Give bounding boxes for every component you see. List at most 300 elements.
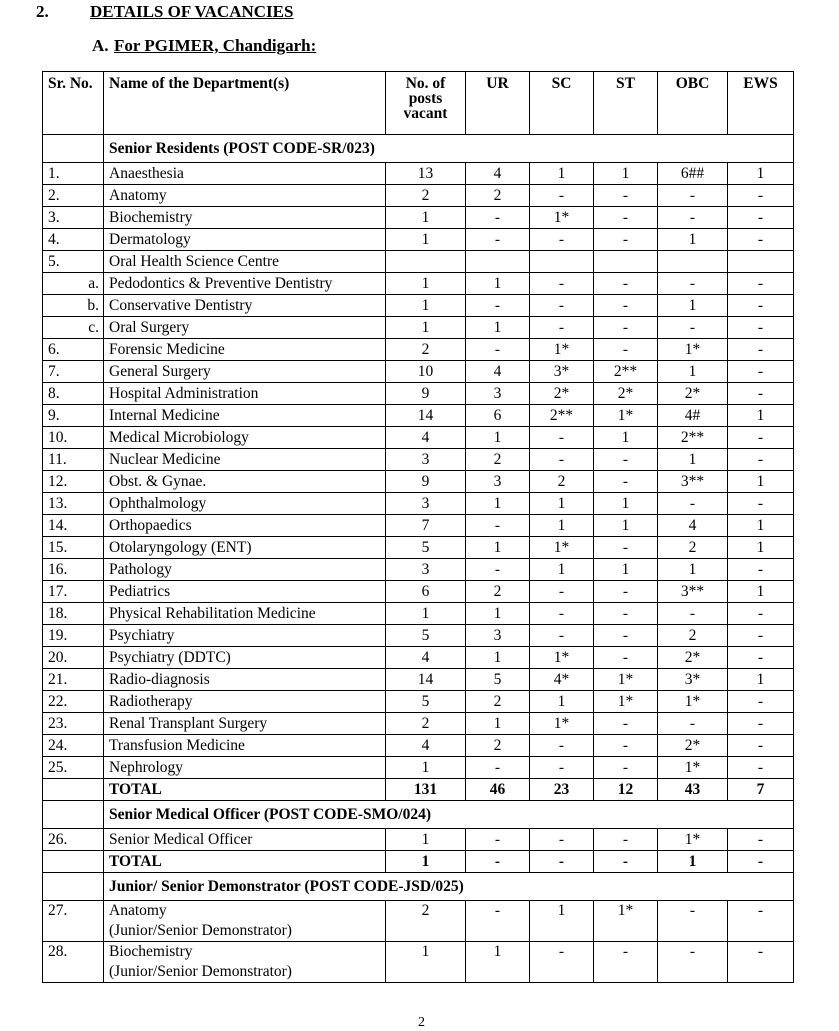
ews-cell: -: [728, 735, 794, 757]
sr-cell: 19.: [43, 625, 104, 647]
department-name: Senior Medical Officer: [109, 831, 253, 848]
st-cell: 1: [594, 559, 658, 581]
sr-cell: 20.: [43, 647, 104, 669]
sr-cell: 11.: [43, 449, 104, 471]
col-header-st: ST: [594, 72, 658, 135]
sc-cell: -: [530, 625, 594, 647]
total-obc-cell: 43: [658, 779, 728, 801]
posts-cell: 2: [386, 339, 466, 361]
table-row: [43, 669, 794, 691]
st-cell: -: [594, 713, 658, 735]
obc-cell: -: [658, 273, 728, 295]
table-row: [43, 251, 794, 273]
section-heading: [36, 2, 293, 22]
st-cell: -: [594, 317, 658, 339]
st-cell: -: [594, 449, 658, 471]
posts-cell: 3: [386, 559, 466, 581]
obc-cell: 1: [658, 559, 728, 581]
ews-cell: -: [728, 713, 794, 735]
posts-cell: 4: [386, 647, 466, 669]
total-ews-cell: -: [728, 851, 794, 873]
department-name: Obst. & Gynae.: [109, 473, 207, 490]
obc-cell: -: [658, 603, 728, 625]
sr-cell: 7.: [43, 361, 104, 383]
department-cell: [104, 713, 386, 735]
sc-cell: 1*: [530, 537, 594, 559]
obc-cell: 1: [658, 361, 728, 383]
col-header-obc: OBC: [658, 72, 728, 135]
posts-cell: 1: [386, 603, 466, 625]
st-cell: -: [594, 273, 658, 295]
total-sc-cell: 23: [530, 779, 594, 801]
department-cell: [104, 537, 386, 559]
ur-cell: 1: [466, 647, 530, 669]
ews-cell: 1: [728, 471, 794, 493]
ews-cell: 1: [728, 405, 794, 427]
total-st-cell: 12: [594, 779, 658, 801]
ur-cell: 3: [466, 383, 530, 405]
st-cell: -: [594, 647, 658, 669]
sc-cell: 1: [530, 691, 594, 713]
ews-cell: -: [728, 229, 794, 251]
sr-cell: 25.: [43, 757, 104, 779]
department-name: Otolaryngology (ENT): [109, 539, 252, 556]
total-posts-cell: 131: [386, 779, 466, 801]
sc-cell: 4*: [530, 669, 594, 691]
table-row: [43, 829, 794, 851]
department-name: Dermatology: [109, 231, 191, 248]
ur-cell: 4: [466, 163, 530, 185]
ur-cell: 1: [466, 603, 530, 625]
st-cell: -: [594, 471, 658, 493]
sc-cell: 1: [530, 515, 594, 537]
sr-cell: c.: [43, 317, 104, 339]
st-cell: 1: [594, 515, 658, 537]
ews-cell: -: [728, 383, 794, 405]
sr-cell: 8.: [43, 383, 104, 405]
posts-cell: 2: [386, 185, 466, 207]
obc-cell: 4: [658, 515, 728, 537]
posts-cell: 3: [386, 493, 466, 515]
department-name: Orthopaedics: [109, 517, 192, 534]
st-cell: [594, 251, 658, 273]
ews-cell: -: [728, 361, 794, 383]
section-title: Junior/ Senior Demonstrator (POST CODE-JSD/025): [104, 873, 794, 901]
posts-cell: 3: [386, 449, 466, 471]
department-name: Psychiatry: [109, 627, 175, 644]
posts-cell: 7: [386, 515, 466, 537]
department-name: Physical Rehabilitation Medicine: [109, 605, 316, 622]
posts-cell: 14: [386, 405, 466, 427]
sr-cell: 6.: [43, 339, 104, 361]
ews-cell: 1: [728, 669, 794, 691]
ews-cell: -: [728, 757, 794, 779]
obc-cell: 1*: [658, 757, 728, 779]
sr-cell: 4.: [43, 229, 104, 251]
sc-cell: -: [530, 829, 594, 851]
ur-cell: 2: [466, 691, 530, 713]
ews-cell: -: [728, 273, 794, 295]
ews-cell: -: [728, 942, 794, 983]
obc-cell: [658, 251, 728, 273]
obc-cell: -: [658, 317, 728, 339]
sub-heading: [92, 36, 316, 56]
total-label: TOTAL: [104, 851, 386, 873]
st-cell: -: [594, 207, 658, 229]
department-cell: [104, 647, 386, 669]
sr-cell: 16.: [43, 559, 104, 581]
ews-cell: -: [728, 901, 794, 942]
department-name: Medical Microbiology: [109, 429, 249, 446]
table-row: [43, 229, 794, 251]
sc-cell: 1*: [530, 647, 594, 669]
col-header-posts: No. of posts vacant: [386, 72, 466, 135]
sc-cell: -: [530, 317, 594, 339]
st-cell: -: [594, 942, 658, 983]
section-title: Senior Medical Officer (POST CODE-SMO/024): [104, 801, 794, 829]
ur-cell: 2: [466, 185, 530, 207]
sc-cell: -: [530, 185, 594, 207]
ur-cell: 1: [466, 713, 530, 735]
department-cell: [104, 273, 386, 295]
posts-cell: 4: [386, 427, 466, 449]
col-header-department: Name of the Department(s): [104, 72, 386, 135]
department-name: Hospital Administration: [109, 385, 259, 402]
posts-cell: 5: [386, 537, 466, 559]
st-cell: -: [594, 339, 658, 361]
posts-cell: 2: [386, 713, 466, 735]
sr-cell: 15.: [43, 537, 104, 559]
obc-cell: 1: [658, 229, 728, 251]
sr-cell: 10.: [43, 427, 104, 449]
department-name: Transfusion Medicine: [109, 737, 245, 754]
ur-cell: -: [466, 295, 530, 317]
ews-cell: -: [728, 207, 794, 229]
posts-cell: 13: [386, 163, 466, 185]
obc-cell: 1: [658, 295, 728, 317]
ews-cell: -: [728, 449, 794, 471]
sc-cell: [530, 251, 594, 273]
department-name: Psychiatry (DDTC): [109, 649, 231, 666]
ur-cell: 1: [466, 427, 530, 449]
table-row: [43, 603, 794, 625]
ur-cell: 4: [466, 361, 530, 383]
table-row: [43, 471, 794, 493]
sc-cell: -: [530, 603, 594, 625]
table-row: [43, 493, 794, 515]
department-name: Oral Health Science Centre: [109, 253, 279, 270]
st-cell: 2*: [594, 383, 658, 405]
department-name: Anatomy: [109, 902, 167, 919]
ews-cell: -: [728, 647, 794, 669]
posts-cell: 5: [386, 691, 466, 713]
department-cell: [104, 383, 386, 405]
sr-cell: 14.: [43, 515, 104, 537]
ews-cell: -: [728, 427, 794, 449]
department-name: Nuclear Medicine: [109, 451, 221, 468]
obc-cell: 2: [658, 625, 728, 647]
posts-cell: 1: [386, 942, 466, 983]
department-cell: [104, 625, 386, 647]
department-cell: [104, 829, 386, 851]
ur-cell: 5: [466, 669, 530, 691]
sr-cell: 18.: [43, 603, 104, 625]
total-row: [43, 851, 794, 873]
sc-cell: 2*: [530, 383, 594, 405]
table-row: [43, 449, 794, 471]
department-cell: [104, 163, 386, 185]
obc-cell: 1*: [658, 829, 728, 851]
department-name: Renal Transplant Surgery: [109, 715, 268, 732]
ur-cell: -: [466, 757, 530, 779]
total-posts-cell: 1: [386, 851, 466, 873]
ews-cell: -: [728, 625, 794, 647]
total-st-cell: -: [594, 851, 658, 873]
ur-cell: 2: [466, 581, 530, 603]
sr-cell: 9.: [43, 405, 104, 427]
department-name: Pathology: [109, 561, 172, 578]
total-sr-cell: [43, 851, 104, 873]
table-header-row: [43, 72, 794, 135]
department-name: General Surgery: [109, 363, 211, 380]
table-row: [43, 625, 794, 647]
department-name: Forensic Medicine: [109, 341, 225, 358]
ur-cell: -: [466, 901, 530, 942]
posts-cell: 1: [386, 317, 466, 339]
sc-cell: -: [530, 449, 594, 471]
department-cell: [104, 207, 386, 229]
department-name: Pedodontics & Preventive Dentistry: [109, 275, 333, 292]
table-row: [43, 185, 794, 207]
total-sr-cell: [43, 779, 104, 801]
obc-cell: 3**: [658, 471, 728, 493]
sr-cell: 26.: [43, 829, 104, 851]
ews-cell: -: [728, 559, 794, 581]
department-subtitle: (Junior/Senior Demonstrator): [109, 963, 292, 980]
ur-cell: 1: [466, 317, 530, 339]
st-cell: -: [594, 829, 658, 851]
department-cell: [104, 449, 386, 471]
ur-cell: -: [466, 229, 530, 251]
sr-cell: 28.: [43, 942, 104, 983]
posts-cell: 1: [386, 207, 466, 229]
obc-cell: 1*: [658, 691, 728, 713]
sub-letter: A.: [92, 36, 109, 55]
department-cell: [104, 901, 386, 942]
department-cell: [104, 361, 386, 383]
ews-cell: 1: [728, 163, 794, 185]
table-row: [43, 427, 794, 449]
ews-cell: 1: [728, 515, 794, 537]
ur-cell: 1: [466, 942, 530, 983]
sc-cell: 1*: [530, 713, 594, 735]
sr-cell: 27.: [43, 901, 104, 942]
sr-cell: 3.: [43, 207, 104, 229]
sr-cell: a.: [43, 273, 104, 295]
department-cell: [104, 295, 386, 317]
obc-cell: 2*: [658, 735, 728, 757]
department-cell: [104, 515, 386, 537]
department-cell: [104, 669, 386, 691]
department-cell: [104, 603, 386, 625]
ur-cell: 3: [466, 625, 530, 647]
section-sr-cell: [43, 801, 104, 829]
obc-cell: -: [658, 713, 728, 735]
department-name: Radiotherapy: [109, 693, 193, 710]
st-cell: 1*: [594, 405, 658, 427]
table-row: [43, 757, 794, 779]
department-cell: [104, 581, 386, 603]
sc-cell: -: [530, 735, 594, 757]
obc-cell: 3**: [658, 581, 728, 603]
sr-cell: 17.: [43, 581, 104, 603]
ur-cell: -: [466, 515, 530, 537]
department-cell: [104, 251, 386, 273]
total-sc-cell: -: [530, 851, 594, 873]
sc-cell: -: [530, 942, 594, 983]
obc-cell: 1: [658, 449, 728, 471]
ur-cell: 1: [466, 273, 530, 295]
st-cell: 2**: [594, 361, 658, 383]
col-header-ur: UR: [466, 72, 530, 135]
ews-cell: -: [728, 829, 794, 851]
sc-cell: -: [530, 581, 594, 603]
department-cell: [104, 942, 386, 983]
table-row: [43, 405, 794, 427]
sr-cell: 1.: [43, 163, 104, 185]
st-cell: -: [594, 625, 658, 647]
st-cell: -: [594, 581, 658, 603]
table-row: [43, 581, 794, 603]
department-name: Biochemistry: [109, 943, 193, 960]
sr-cell: 22.: [43, 691, 104, 713]
department-cell: [104, 471, 386, 493]
posts-cell: 5: [386, 625, 466, 647]
sc-cell: 1: [530, 901, 594, 942]
table-row: [43, 295, 794, 317]
obc-cell: -: [658, 942, 728, 983]
ur-cell: 6: [466, 405, 530, 427]
table-row: [43, 339, 794, 361]
st-cell: 1: [594, 493, 658, 515]
sr-cell: 21.: [43, 669, 104, 691]
department-name: Ophthalmology: [109, 495, 207, 512]
sc-cell: 2: [530, 471, 594, 493]
obc-cell: -: [658, 185, 728, 207]
ur-cell: 2: [466, 735, 530, 757]
ews-cell: -: [728, 339, 794, 361]
section-title: DETAILS OF VACANCIES: [90, 2, 294, 21]
ews-cell: 1: [728, 537, 794, 559]
st-cell: -: [594, 757, 658, 779]
posts-cell: 9: [386, 383, 466, 405]
st-cell: -: [594, 603, 658, 625]
st-cell: -: [594, 735, 658, 757]
st-cell: 1*: [594, 669, 658, 691]
st-cell: -: [594, 295, 658, 317]
table-row: [43, 317, 794, 339]
table-row: [43, 559, 794, 581]
department-cell: [104, 339, 386, 361]
section-row: [43, 135, 794, 163]
sc-cell: -: [530, 427, 594, 449]
table-row: [43, 273, 794, 295]
posts-cell: 1: [386, 829, 466, 851]
sc-cell: 1*: [530, 207, 594, 229]
total-ur-cell: -: [466, 851, 530, 873]
total-obc-cell: 1: [658, 851, 728, 873]
ur-cell: 3: [466, 471, 530, 493]
department-name: Conservative Dentistry: [109, 297, 253, 314]
department-cell: [104, 493, 386, 515]
sc-cell: -: [530, 229, 594, 251]
vacancies-table: [42, 71, 794, 983]
ur-cell: -: [466, 829, 530, 851]
sr-cell: 12.: [43, 471, 104, 493]
sr-cell: 5.: [43, 251, 104, 273]
obc-cell: 2*: [658, 647, 728, 669]
ur-cell: 1: [466, 537, 530, 559]
ews-cell: -: [728, 603, 794, 625]
ur-cell: [466, 251, 530, 273]
ews-cell: -: [728, 493, 794, 515]
ews-cell: 1: [728, 581, 794, 603]
sr-cell: 23.: [43, 713, 104, 735]
department-cell: [104, 405, 386, 427]
ur-cell: 2: [466, 449, 530, 471]
table-row: [43, 647, 794, 669]
sc-cell: 1: [530, 559, 594, 581]
table-row: [43, 901, 794, 942]
total-ews-cell: 7: [728, 779, 794, 801]
ews-cell: -: [728, 691, 794, 713]
department-cell: [104, 427, 386, 449]
table-row: [43, 515, 794, 537]
obc-cell: 1*: [658, 339, 728, 361]
department-name: Radio-diagnosis: [109, 671, 210, 688]
table-row: [43, 207, 794, 229]
posts-cell: 1: [386, 295, 466, 317]
sr-cell: 2.: [43, 185, 104, 207]
table-row: [43, 713, 794, 735]
department-cell: [104, 185, 386, 207]
sr-cell: b.: [43, 295, 104, 317]
col-header-sr: Sr. No.: [43, 72, 104, 135]
st-cell: 1: [594, 163, 658, 185]
sr-cell: 13.: [43, 493, 104, 515]
sc-cell: -: [530, 295, 594, 317]
table-row: [43, 361, 794, 383]
st-cell: -: [594, 229, 658, 251]
total-label: TOTAL: [104, 779, 386, 801]
posts-cell: 14: [386, 669, 466, 691]
total-ur-cell: 46: [466, 779, 530, 801]
sub-title: For PGIMER, Chandigarh:: [114, 36, 317, 55]
ur-cell: 1: [466, 493, 530, 515]
department-cell: [104, 229, 386, 251]
table-row: [43, 735, 794, 757]
st-cell: 1: [594, 427, 658, 449]
st-cell: 1*: [594, 691, 658, 713]
table-row: [43, 942, 794, 983]
posts-cell: 2: [386, 901, 466, 942]
sc-cell: -: [530, 757, 594, 779]
ews-cell: [728, 251, 794, 273]
posts-cell: 10: [386, 361, 466, 383]
col-header-ews: EWS: [728, 72, 794, 135]
posts-cell: [386, 251, 466, 273]
sc-cell: 1*: [530, 339, 594, 361]
